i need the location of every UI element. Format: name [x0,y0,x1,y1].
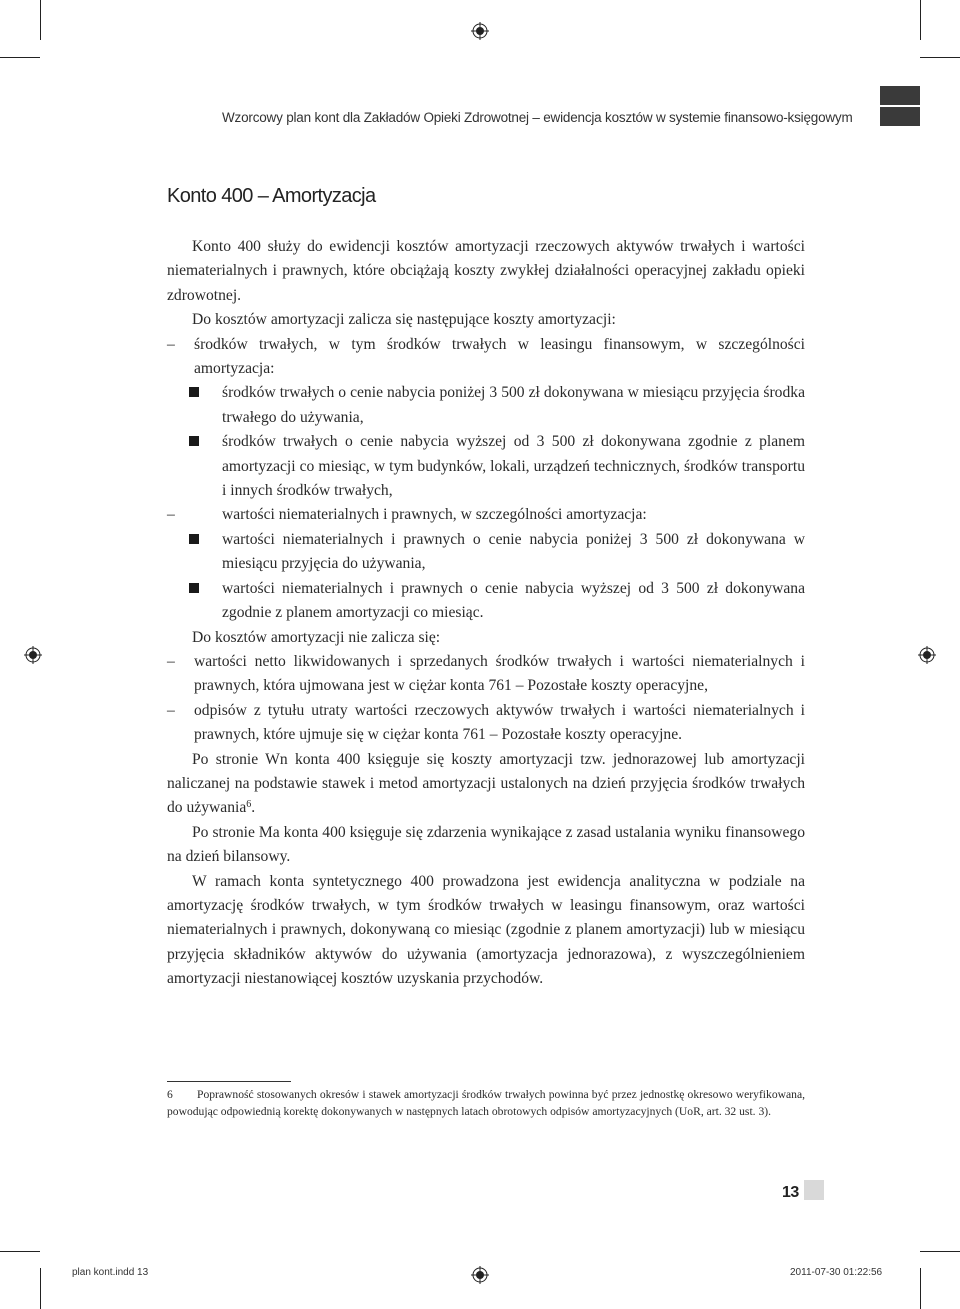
page-number: 13 [782,1184,799,1201]
dash-list-item [167,333,805,382]
footnote-text: Poprawność stosowanych okresów i stawek amortyzacji środków trwałych powinna być przez jednostkę okresowo weryfikowana, powodując odpowiednią korektę dokonywanych w następnych latach obrotowych odpisów amortyzacyjnych (UoR, art. 32 ust. 3). [167,1088,805,1118]
section-title: Konto 400 – Amortyzacja [167,185,376,207]
list-item-text: wartości netto likwidowanych i sprzedanych środków trwałych i wartości niematerialnych i prawnych, która ujmowana jest w ciężar konta 761 – Pozostałe koszty operacyjne, [194,652,805,695]
registration-mark-icon [471,1266,489,1284]
paragraph-text: . [251,799,256,817]
crop-mark [920,57,960,58]
bullet-list-item [167,430,805,503]
dash-list-item [167,699,805,748]
paragraph: Do kosztów amortyzacji nie zalicza się: [192,628,441,646]
dash-list-item [167,650,805,699]
crop-mark [40,0,41,40]
crop-mark [920,1251,960,1252]
list-item-text: wartości niematerialnych i prawnych, w szczególności amortyzacja: [222,506,647,524]
slug-filename: plan kont.indd 13 [72,1267,149,1278]
paragraph: Konto 400 służy do ewidencji kosztów amortyzacji rzeczowych aktywów trwałych i wartości niematerialnych i prawnych, które obciążają koszty zwykłej działalności operacyjnej zakładu opieki zdrowotnej. [167,238,805,304]
page-number-tab [804,1180,824,1200]
slug-datetime: 2011-07-30 01:22:56 [790,1267,883,1278]
crop-mark [40,1268,41,1309]
paragraph: W ramach konta syntetycznego 400 prowadzona jest ewidencja analityczna w podziale na amortyzację środków trwałych, w tym środków trwałych w leasingu finansowym, oraz wartości niematerialnych i prawnych, dokonywaną co miesiąc (zgodnie z planem amortyzacji) lub w miesiącu przyjęcia składników aktywów do używania (amortyzacja jednorazowa), z wyszczególnieniem amortyzacji niestanowiącej kosztów uzyskania przychodów. [167,872,805,988]
dash-list-item [167,503,805,527]
list-item-text: środków trwałych o cenie nabycia poniżej 3 500 zł dokonywana w miesiącu przyjęcia środka trwałego do używania, [222,384,805,426]
paragraph [167,748,805,821]
footnote [167,1087,805,1120]
list-item-text: wartości niematerialnych i prawnych o cenie nabycia wyższej od 3 500 zł dokonywana zgodnie z planem amortyzacji co miesiąc. [222,579,805,622]
bullet-list-item [167,577,805,626]
body-text [167,235,805,992]
list-item-text: środków trwałych o cenie nabycia wyższej od 3 500 zł dokonywana zgodnie z planem amortyzacji co miesiąc, w tym budynków, lokali, urządzeń technicznych, środków transportu i innych środków trwałych, [222,433,805,500]
crop-mark [920,0,921,40]
footnote-divider [167,1081,291,1082]
registration-mark-icon [918,646,936,664]
list-item-text: środków trwałych, w tym środków trwałych w leasingu finansowym, w szczególności amortyzacja: [194,335,805,378]
paragraph: Po stronie Ma konta 400 księguje się zdarzenia wynikające z zasad ustalania wyniku finansowego na dzień bilansowy. [167,823,805,866]
registration-mark-icon [24,646,42,664]
crop-mark [0,1251,40,1252]
paragraph: Do kosztów amortyzacji zalicza się następujące koszty amortyzacji: [192,311,616,329]
footnote-number: 6 [167,1088,173,1101]
chapter-tab [880,86,920,126]
registration-mark-icon [471,22,489,40]
bullet-list-item [167,381,805,430]
bullet-list-item [167,528,805,577]
crop-mark [0,57,40,58]
running-header: Wzorcowy plan kont dla Zakładów Opieki Zdrowotnej – ewidencja kosztów w systemie finansowo-księgowym [222,110,853,125]
list-item-text: odpisów z tytułu utraty wartości rzeczowych aktywów trwałych i wartości niematerialnych i prawnych, które ujmuje się w ciężar konta 761 – Pozostałe koszty operacyjne. [194,701,805,744]
paragraph-text: Po stronie Wn konta 400 księguje się koszty amortyzacji tzw. jednorazowej lub amortyzacji naliczanej na podstawie stawek i metod amortyzacji ustalonych na dzień przyjęcia środków trwałych do używania [167,750,805,817]
crop-mark [920,1268,921,1309]
list-item-text: wartości niematerialnych i prawnych o cenie nabycia poniżej 3 500 zł dokonywana w miesiącu przyjęcia do używania, [222,530,805,573]
footnote-reference[interactable]: 6 [246,799,252,811]
